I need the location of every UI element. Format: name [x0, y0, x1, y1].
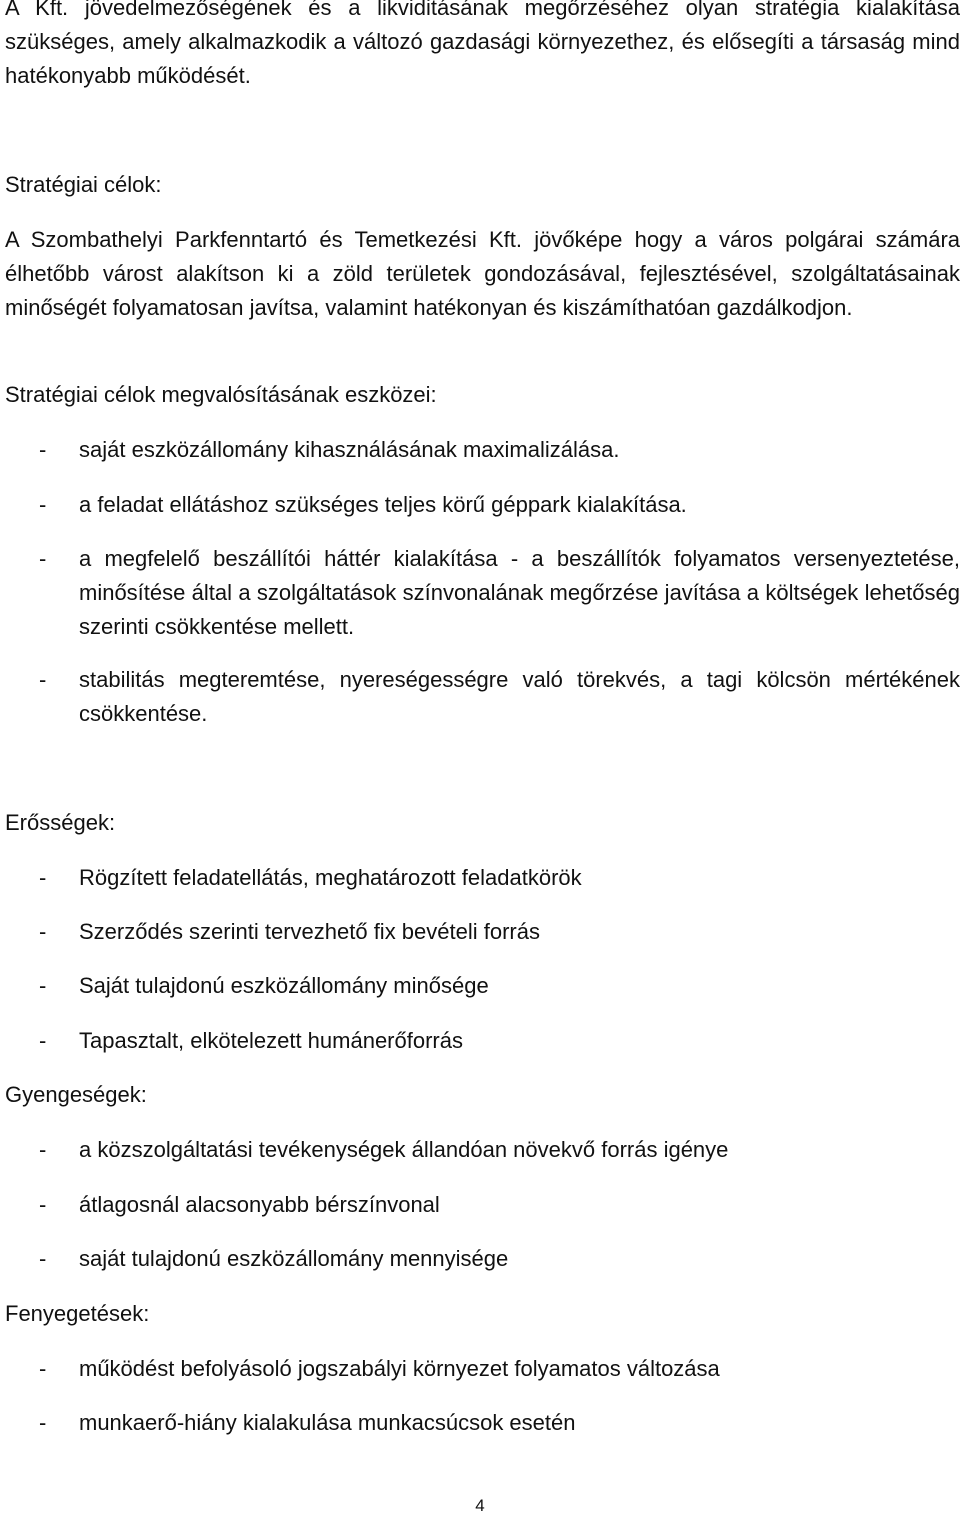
- list-dash: -: [39, 1028, 47, 1053]
- list-dash: -: [39, 667, 47, 692]
- threats-heading: Fenyegetések:: [5, 1301, 150, 1326]
- list-item-text: a megfelelő beszállítói háttér kialakítása - a beszállítók folyamatos versenyeztetése, minősítése által a szolgáltatások színvonalának megőrzése javítása a költségek lehetőség szerinti csökkentése mellett.: [79, 546, 960, 639]
- list-item-text: a közszolgáltatási tevékenységek állandóan növekvő forrás igénye: [79, 1137, 729, 1162]
- list-item-text: működést befolyásoló jogszabályi környezet folyamatos változása: [79, 1356, 720, 1381]
- weaknesses-heading: Gyengeségek:: [5, 1082, 147, 1107]
- list-item-text: munkaerő-hiány kialakulása munkacsúcsok esetén: [79, 1410, 576, 1435]
- list-item-text: a feladat ellátáshoz szükséges teljes körű géppark kialakítása.: [79, 492, 687, 517]
- list-item-text: Rögzített feladatellátás, meghatározott feladatkörök: [79, 865, 582, 890]
- list-item-text: saját tulajdonú eszközállomány mennyisége: [79, 1246, 509, 1271]
- list-dash: -: [39, 546, 47, 571]
- list-dash: -: [39, 437, 47, 462]
- list-dash: -: [39, 973, 47, 998]
- strengths-heading: Erősségek:: [5, 810, 116, 835]
- list-item-text: Tapasztalt, elkötelezett humánerőforrás: [79, 1028, 463, 1053]
- list-item-text: stabilitás megteremtése, nyereségességre való törekvés, a tagi kölcsön mértékének csökkentése.: [79, 667, 960, 726]
- list-dash: -: [39, 1246, 47, 1271]
- page-number: 4: [475, 1496, 485, 1515]
- list-dash: -: [39, 492, 47, 517]
- intro-paragraph: A Kft. jövedelmezőségének és a likviditásának megőrzéséhez olyan stratégia kialakítása szükséges, amely alkalmazkodik a változó gazdasági környezethez, és elősegíti a társaság mind hatékonyabb működését.: [5, 0, 960, 88]
- list-dash: -: [39, 1137, 47, 1162]
- strategic-goals-paragraph: A Szombathelyi Parkfenntartó és Temetkezési Kft. jövőképe hogy a város polgárai számára élhetőbb várost alakítson ki a zöld területek gondozásával, fejlesztésével, szolgáltatásainak minőségét folyamatosan javítsa, valamint hatékonyan és kiszámíthatóan gazdálkodjon.: [5, 227, 960, 320]
- list-item-text: Szerződés szerinti tervezhető fix bevételi forrás: [79, 919, 540, 944]
- list-dash: -: [39, 919, 47, 944]
- list-item-text: átlagosnál alacsonyabb bérszínvonal: [79, 1192, 440, 1217]
- list-dash: -: [39, 1410, 47, 1435]
- strategic-goals-heading: Stratégiai célok:: [5, 172, 162, 197]
- list-item-text: saját eszközállomány kihasználásának maximalizálása.: [79, 437, 620, 462]
- list-dash: -: [39, 1192, 47, 1217]
- tools-heading: Stratégiai célok megvalósításának eszközei:: [5, 382, 437, 407]
- list-item-text: Saját tulajdonú eszközállomány minősége: [79, 973, 489, 998]
- list-dash: -: [39, 865, 47, 890]
- list-dash: -: [39, 1356, 47, 1381]
